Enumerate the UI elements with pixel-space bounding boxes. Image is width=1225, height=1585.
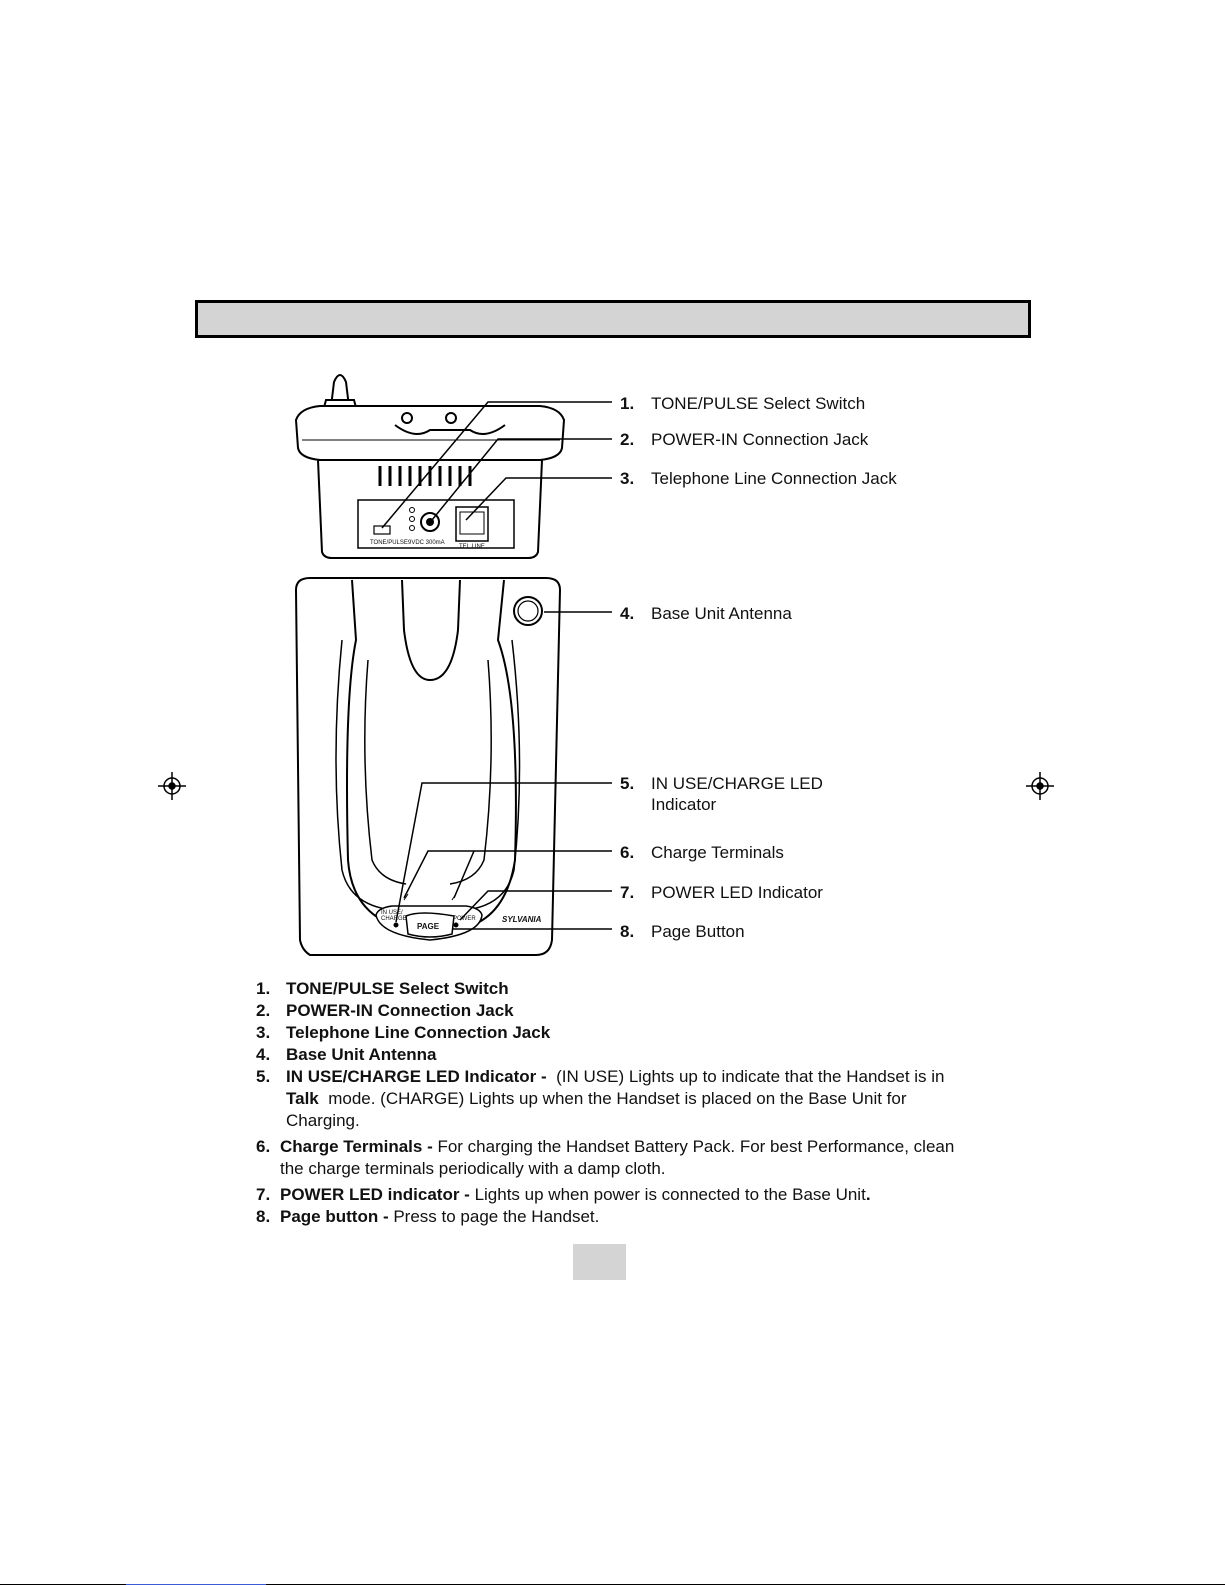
registration-mark-right-icon	[1026, 772, 1054, 800]
callout-8-number: 8.	[620, 922, 635, 941]
brand-logo: SYLVANIA	[502, 915, 542, 924]
description-title: Base Unit Antenna	[286, 1045, 437, 1064]
description-item-6	[256, 1136, 956, 1180]
callout-7-label: POWER LED Indicator	[651, 883, 823, 902]
description-title: Page button -	[280, 1207, 389, 1226]
description-number: 6.	[256, 1137, 271, 1156]
description-number: 2.	[256, 1001, 271, 1020]
power-device-label: POWER	[453, 916, 476, 922]
tone-pulse-device-label: TONE/PULSE	[370, 540, 408, 546]
description-end-mark: .	[865, 1185, 871, 1204]
description-title: TONE/PULSE Select Switch	[286, 979, 509, 998]
page-device-label: PAGE	[417, 922, 440, 931]
description-text: (IN USE) Lights up to indicate that the Handset is in	[546, 1067, 950, 1086]
description-item-3	[256, 1022, 956, 1044]
in-use-device-label: IN USE/	[381, 910, 403, 916]
callout-5-label: IN USE/CHARGE LED	[651, 774, 823, 793]
registration-mark-left-icon	[158, 772, 186, 800]
callout-8-label: Page Button	[651, 922, 745, 941]
callout-5-label-line2: Indicator	[651, 795, 717, 814]
callout-6-number: 6.	[620, 843, 635, 862]
description-item-1	[256, 978, 956, 1000]
description-bold-word: Talk	[286, 1089, 319, 1108]
description-item-2	[256, 1000, 956, 1022]
description-number: 3.	[256, 1023, 271, 1042]
callout-2-label: POWER-IN Connection Jack	[651, 430, 869, 449]
description-number: 5.	[256, 1067, 271, 1086]
description-list	[256, 978, 956, 1228]
callout-3-number: 3.	[620, 469, 635, 488]
callout-6-label: Charge Terminals	[651, 843, 784, 862]
callout-4-label: Base Unit Antenna	[651, 604, 792, 623]
charge-device-label: CHARGE	[381, 916, 407, 922]
description-item-4	[256, 1044, 956, 1066]
power-rating-device-label: 9VDC 300mA	[408, 540, 445, 546]
description-title: POWER LED indicator -	[280, 1185, 470, 1204]
description-title: POWER-IN Connection Jack	[286, 1001, 514, 1020]
description-number: 4.	[256, 1045, 271, 1064]
description-item-8	[256, 1206, 956, 1228]
description-text: For charging the Handset Battery Pack. For best Performance, clean the charge terminals periodically with a damp cloth.	[280, 1137, 955, 1178]
description-title: IN USE/CHARGE LED Indicator -	[286, 1067, 547, 1086]
callout-1-label: TONE/PULSE Select Switch	[651, 394, 866, 413]
description-number: 7.	[256, 1185, 271, 1204]
callout-2-number: 2.	[620, 430, 635, 449]
description-number: 1.	[256, 979, 271, 998]
callout-5-number: 5.	[620, 774, 635, 793]
page-number-box	[573, 1244, 626, 1280]
description-item-5	[256, 1066, 956, 1132]
base-top-view	[296, 578, 560, 955]
description-number: 8.	[256, 1207, 271, 1226]
description-title: Telephone Line Connection Jack	[286, 1023, 551, 1042]
callout-1-number: 1.	[620, 394, 635, 413]
callout-3-label: Telephone Line Connection Jack	[651, 469, 897, 488]
callout-7-number: 7.	[620, 883, 635, 902]
tel-line-device-label: TEL LINE	[459, 544, 485, 550]
description-title: Charge Terminals -	[280, 1137, 433, 1156]
description-text: mode. (CHARGE) Lights up when the Handset is placed on the Base Unit for Charging.	[286, 1089, 912, 1130]
description-item-7	[256, 1184, 956, 1206]
description-text: Lights up when power is connected to the Base Unit	[469, 1185, 866, 1204]
callout-4-number: 4.	[620, 604, 635, 623]
description-text: Press to page the Handset.	[388, 1207, 600, 1226]
